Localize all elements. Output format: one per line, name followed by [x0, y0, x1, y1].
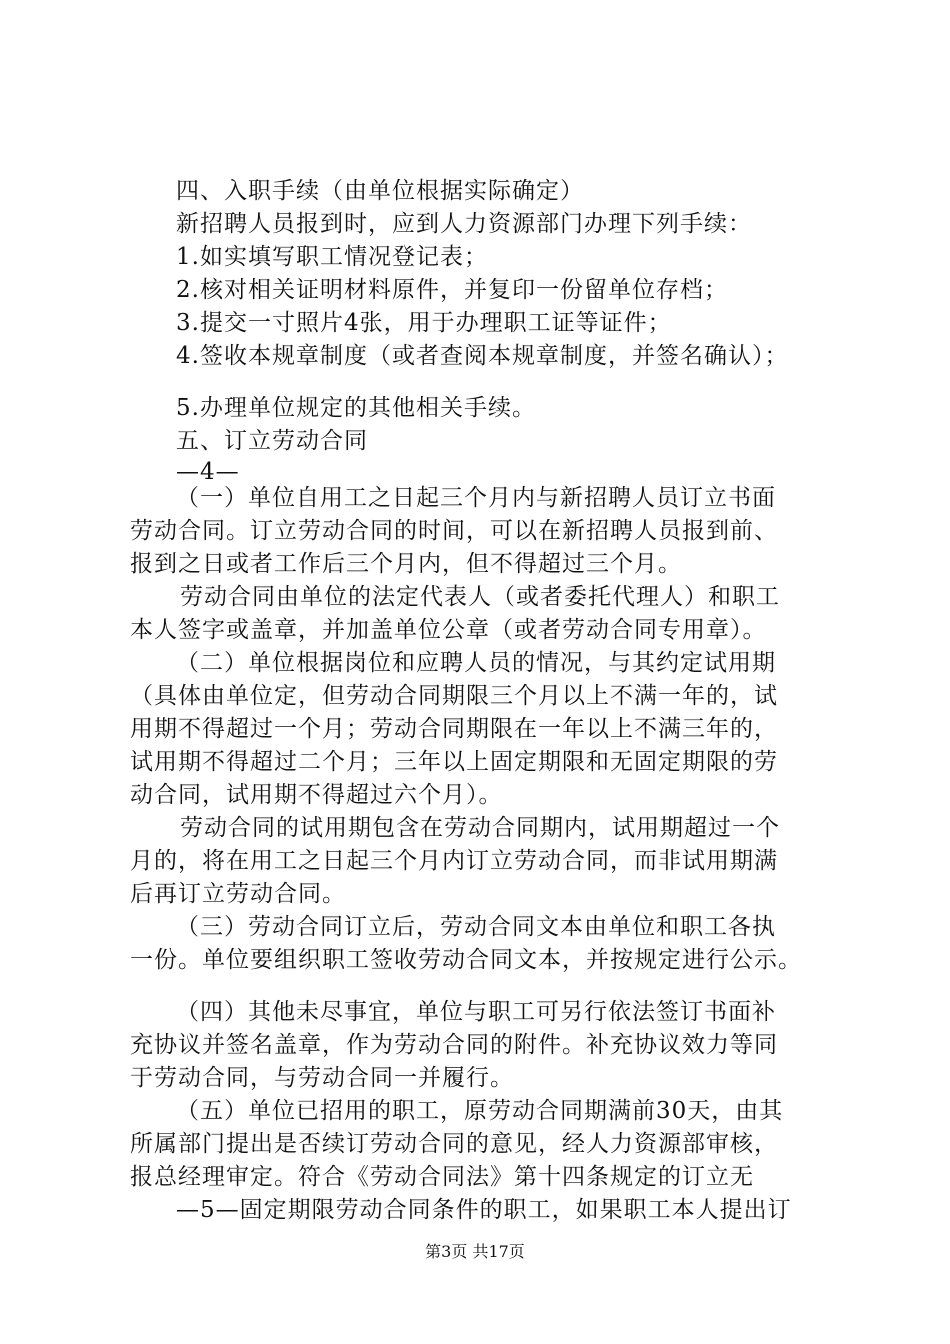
paragraph-line: 报到之日或者工作后三个月内，但不得超过三个月。 — [130, 551, 682, 577]
paragraph-line: （具体由单位定，但劳动合同期限三个月以上不满一年的，试 — [130, 683, 778, 709]
section-heading-5: 五、订立劳动合同 — [176, 428, 368, 454]
paragraph-line: 充协议并签名盖章，作为劳动合同的附件。补充协议效力等同 — [130, 1032, 778, 1058]
paragraph-line: （一）单位自用工之日起三个月内与新招聘人员订立书面 — [176, 485, 776, 511]
paragraph-line: 动合同，试用期不得超过六个月）。 — [130, 782, 503, 808]
paragraph-line: 劳动合同。订立劳动合同的时间，可以在新招聘人员报到前、 — [130, 518, 778, 544]
paragraph-line: （三）劳动合同订立后，劳动合同文本由单位和职工各执 — [176, 914, 776, 940]
paragraph-line: 用期不得超过一个月；劳动合同期限在一年以上不满三年的， — [130, 716, 778, 742]
paragraph-line: （二）单位根据岗位和应聘人员的情况，与其约定试用期 — [176, 650, 776, 676]
paragraph-line: 于劳动合同，与劳动合同一并履行。 — [130, 1065, 514, 1091]
paragraph-line: 劳动合同的试用期包含在劳动合同期内，试用期超过一个 — [180, 815, 780, 841]
paragraph-line: 试用期不得超过二个月；三年以上固定期限和无固定期限的劳 — [130, 749, 778, 775]
page-marker: —4— — [176, 459, 240, 485]
list-item: 1.如实填写职工情况登记表； — [176, 244, 488, 270]
list-item: 3.提交一寸照片4张，用于办理职工证等证件； — [176, 310, 672, 336]
paragraph-line: 报总经理审定。符合《劳动合同法》第十四条规定的订立无 — [130, 1164, 754, 1190]
paragraph-line: 所属部门提出是否续订劳动合同的意见，经人力资源部审核， — [130, 1131, 778, 1157]
paragraph-line: 月的，将在用工之日起三个月内订立劳动合同，而非试用期满 — [130, 848, 778, 874]
paragraph-line: 劳动合同由单位的法定代表人（或者委托代理人）和职工 — [180, 584, 780, 610]
paragraph-line: （四）其他未尽事宜，单位与职工可另行依法签订书面补 — [176, 999, 776, 1025]
paragraph-line: 新招聘人员报到时，应到人力资源部门办理下列手续： — [176, 211, 752, 237]
section-heading-4: 四、入职手续（由单位根据实际确定） — [176, 178, 584, 204]
paragraph-line: 一份。单位要组织职工签收劳动合同文本，并按规定进行公示。 — [130, 947, 802, 973]
list-item: 2.核对相关证明材料原件，并复印一份留单位存档； — [176, 277, 728, 303]
paragraph-line: 后再订立劳动合同。 — [130, 881, 346, 907]
paragraph-line: 本人签字或盖章，并加盖单位公章（或者劳动合同专用章）。 — [130, 617, 767, 643]
list-item: 5.办理单位规定的其他相关手续。 — [176, 395, 536, 421]
list-item: 4.签收本规章制度（或者查阅本规章制度，并签名确认）； — [176, 343, 789, 369]
paragraph-line: —5—固定期限劳动合同条件的职工，如果职工本人提出订 — [176, 1197, 792, 1223]
paragraph-line: （五）单位已招用的职工，原劳动合同期满前30天，由其 — [176, 1098, 784, 1124]
page-footer: 第3页 共17页 — [425, 1242, 525, 1261]
